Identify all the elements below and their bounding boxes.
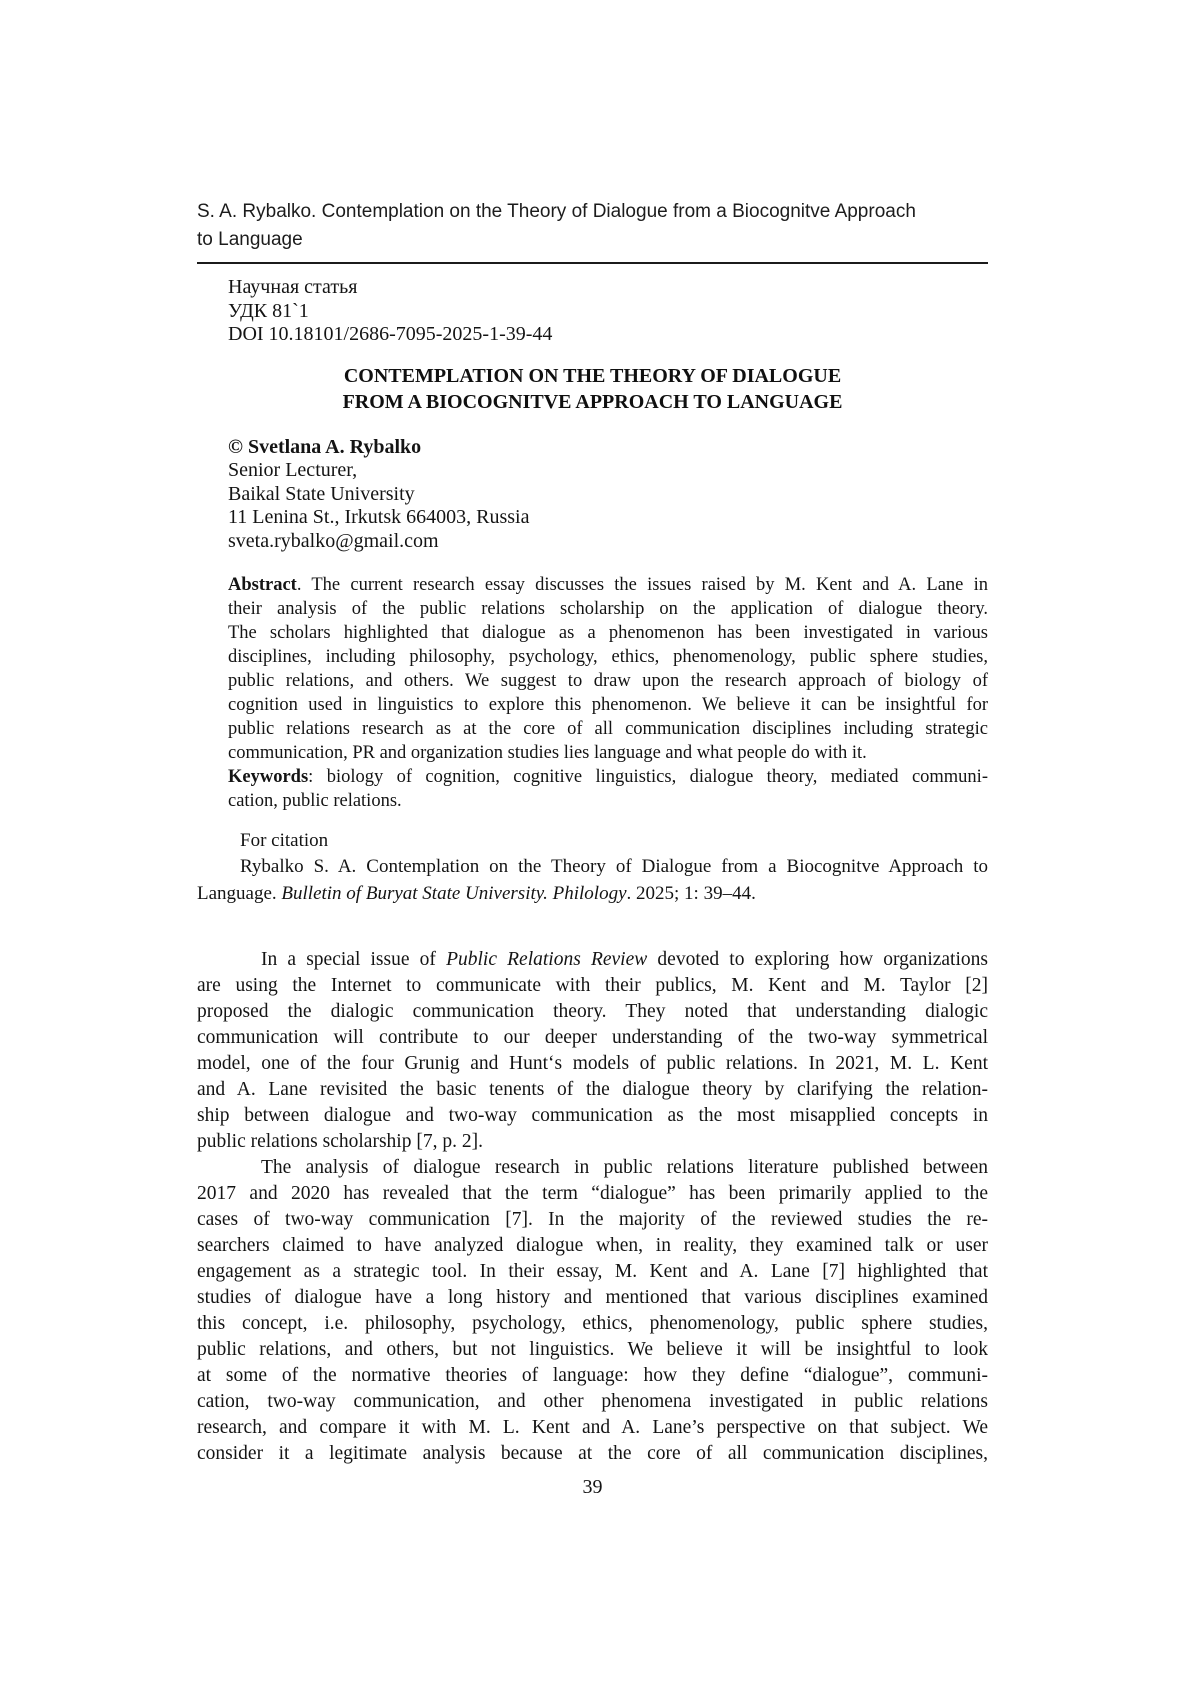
text-line: their analysis of the public relations scholarship on the application of dialogue theory.	[228, 599, 988, 619]
author-position: Senior Lecturer,	[228, 459, 358, 481]
text-line: research, and compare it with M. L. Kent and A. Lane’s perspective on that subject. We	[197, 1417, 988, 1438]
udc-number: УДК 81`1	[228, 299, 309, 322]
text-line: model, one of the four Grunig and Hunt‘s models of public relations. In 2021, M. L. Kent	[197, 1053, 988, 1074]
text-line: Language. Bulletin of Buryat State University. Philology. 2025; 1: 39–44.	[197, 883, 756, 904]
text-line: and A. Lane revisited the basic tenents of the dialogue theory by clarifying the relation-	[197, 1079, 988, 1100]
author-email: sveta.rybalko@gmail.com	[228, 529, 439, 552]
front-matter	[228, 276, 988, 347]
for-citation-heading: For citation	[240, 830, 329, 851]
text-line: proposed the dialogic communication theory. They noted that understanding dialogic	[197, 1001, 988, 1022]
text-line: cases of two-way communication [7]. In the majority of the reviewed studies the re-	[197, 1209, 988, 1230]
article-body	[197, 947, 988, 1467]
text-line: engagement as a strategic tool. In their essay, M. Kent and A. Lane [7] highlighted that	[197, 1261, 988, 1282]
author-block	[228, 436, 988, 554]
author-copyright-name: © Svetlana A. Rybalko	[228, 435, 422, 458]
text-line: communication, PR and organization studies lies language and what people do with it.	[228, 743, 867, 763]
text-line: Rybalko S. A. Contemplation on the Theory of Dialogue from a Biocognitve Approach to	[240, 856, 988, 877]
article-title-line-2: FROM A BIOCOGNITVE APPROACH TO LANGUAGE	[342, 391, 843, 413]
citation-block	[197, 829, 988, 907]
text-line: public relations, and others. We suggest to draw upon the research approach of biology of	[228, 671, 988, 691]
text-line: Abstract. The current research essay discusses the issues raised by M. Kent and A. Lane in	[228, 575, 988, 595]
body-paragraph-2	[197, 1155, 988, 1467]
running-head-line-1: S. A. Rybalko. Contemplation on the Theory of Dialogue from a Biocognitve Approach	[197, 201, 916, 222]
text-line: cation, public relations.	[228, 791, 402, 811]
text-line: disciplines, including philosophy, psychology, ethics, phenomenology, public sphere studies,	[228, 647, 988, 667]
text-line: at some of the normative theories of language: how they define “dialogue”, communi-	[197, 1365, 988, 1386]
text-line: In a special issue of Public Relations Review devoted to exploring how organizations	[261, 949, 988, 970]
text-line: cognition used in linguistics to explore this phenomenon. We believe it can be insightful for	[228, 695, 988, 715]
text-line: public relations, and others, but not linguistics. We believe it will be insightful to look	[197, 1339, 988, 1360]
body-paragraph-1	[197, 947, 988, 1155]
text-line: consider it a legitimate analysis because at the core of all communication disciplines,	[197, 1443, 988, 1464]
abstract-block	[228, 573, 988, 813]
text-line: 2017 and 2020 has revealed that the term “dialogue” has been primarily applied to the	[197, 1183, 988, 1204]
text-line: cation, two-way communication, and other phenomena investigated in public relations	[197, 1391, 988, 1412]
citation-text	[197, 853, 988, 907]
author-address: 11 Lenina St., Irkutsk 664003, Russia	[228, 506, 530, 528]
text-line: studies of dialogue have a long history and mentioned that various disciplines examined	[197, 1287, 988, 1308]
text-line: public relations research as at the core of all communication disciplines including strategic	[228, 719, 988, 739]
text-line: public relations scholarship [7, p. 2].	[197, 1131, 483, 1152]
text-line: Keywords: biology of cognition, cognitive linguistics, dialogue theory, mediated communi-	[228, 767, 988, 787]
doi-number: DOI 10.18101/2686-7095-2025-1-39-44	[228, 323, 553, 345]
text-line: The analysis of dialogue research in public relations literature published between	[261, 1157, 988, 1178]
article-title	[197, 363, 988, 416]
header-divider-rule	[197, 262, 988, 264]
text-line: communication will contribute to our deeper understanding of the two-way symmetrical	[197, 1027, 988, 1048]
text-line: searchers claimed to have analyzed dialogue when, in reality, they examined talk or user	[197, 1235, 988, 1256]
running-head	[197, 198, 988, 254]
text-line: ship between dialogue and two-way communication as the most misapplied concepts in	[197, 1105, 988, 1126]
article-type: Научная статья	[228, 276, 358, 298]
text-line: The scholars highlighted that dialogue as a phenomenon has been investigated in various	[228, 623, 988, 643]
page-number: 39	[582, 1476, 603, 1498]
running-head-line-2: to Language	[197, 229, 303, 250]
text-line: this concept, i.e. philosophy, psychology, ethics, phenomenology, public sphere studies,	[197, 1313, 988, 1334]
author-affiliation: Baikal State University	[228, 482, 415, 505]
text-line: are using the Internet to communicate with their publics, M. Kent and M. Taylor [2]	[197, 975, 988, 996]
article-title-line-1: CONTEMPLATION ON THE THEORY OF DIALOGUE	[343, 364, 842, 387]
